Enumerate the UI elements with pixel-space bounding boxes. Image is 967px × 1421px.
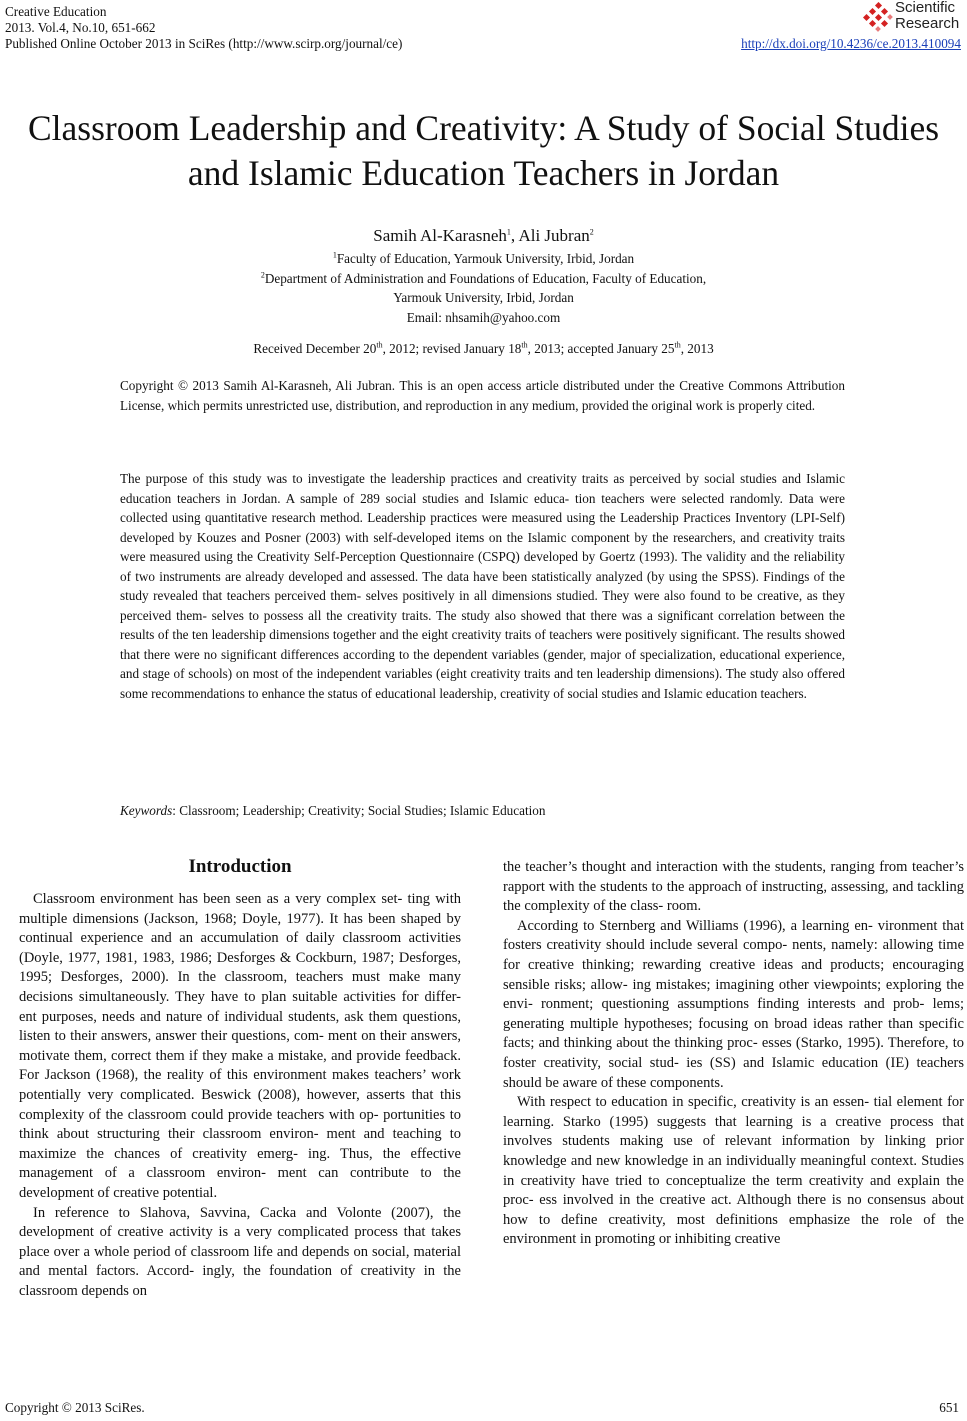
abstract: The purpose of this study was to investigate the leadership practices and creativity traits as perceived by social studies and Islamic education teachers in Jordan. A sample of 289 social studies and Islamic educa- tion teachers were selected randomly. Data were collected using quantitative research method. Leadership practices were measured using the Leadership Practices Inventory (LPI-Self) developed by Kouzes and Posner (2003) with self-developed items on the Islamic component by the researchers, and creativity traits were measured using the Creativity Self-Perception Questionnaire (CSPQ) developed by Goertz (1993). The validity and the reliability of two instruments are already developed and assessed. The data have been statistically analyzed (by using the SPSS). Findings of the study revealed that teachers perceived them- selves positively in all dimensions studied. They were also found to be creative, as they perceived them- selves to possess all the creativity traits. The study also showed that there was a significant correlation between the results of the ten leadership dimensions together and the eight creativity traits of teachers were positively significant. The results showed that there were no significant differences according to the dependent variables (gender, major of specialization, educational experience, and stage of schools) on most of the independent variables (eight creativity traits and ten leadership dimensions). The study also offered some recommendations to enhance the status of educational leadership, creativity of social studies and Islamic education teachers. xyxy=(120,471,845,701)
keywords-list: : Classroom; Leadership; Creativity; Social Studies; Islamic Education xyxy=(172,803,546,818)
paragraph: Classroom environment has been seen as a very complex set- ting with multiple dimensions (Jackson, 1968; Doyle, 1977). It has been shaped by continual experience and an accumulation of daily classroom activities (Doyle, 1977, 1981, 1983, 1986; Desforges & Cockburn, 1987; Desforges, 1995; Desforges, 2000). In the classroom, teachers must make many decisions simultaneously. They have to plan suitable activities for differ- ent purposes, needs and nature of individual students, ask them questions, listen to their answers, answer their questions, com- ment on their answers, motivate them, correct them if they make a mistake, and provide feedback. For Jackson (1968), the reality of this environment makes teachers’ work potentially very complicated. Beswick (2008), however, asserts that this complexity of the classroom could provide teachers with op- portunities to think about structuring their classroom environ- ment and teaching to maximize the chances of creativity emerg- ing. Thus, the effective management of a classroom environ- ment can contribute to the development of creative potential. xyxy=(19,891,461,1201)
author-email: Email: nhsamih@yahoo.com xyxy=(406,309,561,325)
paragraph: With respect to education in specific, creativity is an essen- tial element for learning. Starko (1995) suggests that learning is a creative process that involves students making use of relevant information by linking prior knowledge and new knowledge in an individually meaningful context. Studies in creativity have tried to conceptualize the term creativity and explain the proc- ess involved in the creative act. Although there is no consensus about how to define creativity, most definitions emphasize the role of the environment in promoting or inhibiting creative xyxy=(503,1094,964,1248)
logo-line-1: Scientific xyxy=(895,0,956,16)
author-1: Samih Al-Karasneh$^1$ xyxy=(373,226,511,245)
right-column xyxy=(503,858,964,1250)
page-number: 651 xyxy=(939,1400,959,1415)
affiliations xyxy=(0,249,967,327)
author-list: Samih Al-Karasneh$^1$, Ali Jubran$^2$ xyxy=(373,226,594,245)
paper-title: Classroom Leadership and Creativity: A Study of Social Studies and Islamic Education Teachers in Jordan xyxy=(27,108,940,193)
author-2: Ali Jubran$^2$ xyxy=(518,226,594,245)
footer-copyright: Copyright © 2013 SciRes. xyxy=(5,1400,145,1415)
section-heading-introduction: Introduction xyxy=(188,856,292,877)
affiliation-2-cont: Yarmouk University, Irbid, Jordan xyxy=(393,290,574,305)
left-column xyxy=(19,856,461,1301)
keywords-label: Keywords xyxy=(120,803,173,818)
logo-line-2: Research xyxy=(895,15,960,32)
copyright-notice: Copyright © 2013 Samih Al-Karasneh, Ali Jubran. This is an open access article distributed under the Creative Commons Attribution License, which permits unrestricted use, distribution, and reproduction in any medium, provided the original work is properly cited. xyxy=(120,378,845,413)
doi-link[interactable]: http://dx.doi.org/10.4236/ce.2013.410094 xyxy=(741,36,961,51)
publisher-logo-text xyxy=(895,0,959,32)
received-dates: Received December 20th, 2012; revised January 18th, 2013; accepted January 25th, 2013 xyxy=(253,340,714,356)
publisher-logo xyxy=(863,0,963,36)
affiliation-2: $^2$Department of Administration and Foundations of Education, Faculty of Education, xyxy=(260,270,707,286)
running-header xyxy=(5,4,402,52)
publisher-logo-mark xyxy=(863,2,893,32)
paragraph: In reference to Slahova, Savvina, Cacka and Volonte (2007), the development of creative activity is a very complicated process that takes place over a whole period of classroom life and depends on social, material and mental factors. Accord- ingly, the foundation of creativity in the classroom depends on xyxy=(19,1204,461,1299)
paragraph: the teacher’s thought and interaction with the students, ranging from teacher’s rapport with the students to the approach of instructing, assessing, and tackling the complexity of the class- room. xyxy=(503,859,964,915)
affiliation-1: $^1$Faculty of Education, Yarmouk University, Irbid, Jordan xyxy=(332,250,635,266)
journal-name: Creative Education xyxy=(5,4,107,19)
keywords xyxy=(120,801,845,821)
journal-volume: 2013. Vol.4, No.10, 651-662 xyxy=(5,20,156,35)
paragraph: According to Sternberg and Williams (1996), a learning en- vironment that fosters creativity should include several compo- nents, namely: allowing time for creative thinking; rewarding creative ideas and products; encouraging sensible risks; allow- ing mistakes; imagining other viewpoints; exploring the envi- ronment; questioning assumptions finding interests and prob- lems; generating multiple hypotheses; focusing on broad ideas rather than specific facts; and thinking about the thinking proc- esses (Starko, 1995). Therefore, to foster creativity, social stud- ies (SS) and Islamic education (IE) teachers should be aware of these components. xyxy=(503,917,964,1091)
publication-note: Published Online October 2013 in SciRes (http://www.scirp.org/journal/ce) xyxy=(5,36,403,51)
